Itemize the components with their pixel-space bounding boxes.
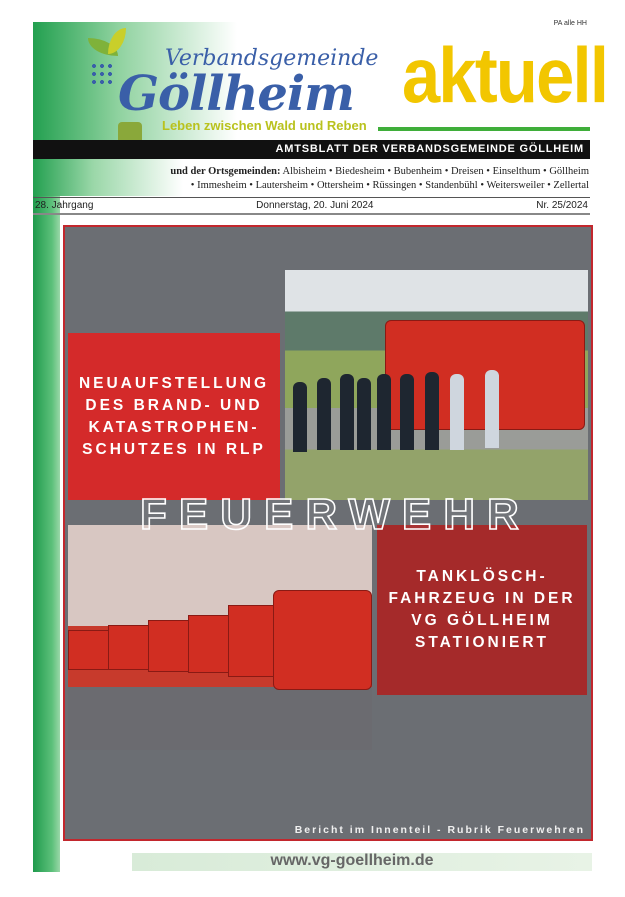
issue-date: Donnerstag, 20. Juni 2024	[256, 200, 374, 211]
towns-list	[170, 165, 589, 192]
issue-row	[35, 200, 588, 211]
towns-label: und der Ortsgemeinden:	[170, 166, 281, 177]
photo-truck-row	[68, 525, 372, 750]
divider	[378, 127, 590, 131]
volume: 28. Jahrgang	[35, 200, 94, 211]
footer-url[interactable]: www.vg-goellheim.de	[270, 852, 434, 869]
headline-box-2: TANKLÖSCH-FAHRZEUG IN DER VG GÖLLHEIM STATIONIERT	[377, 525, 587, 695]
masthead-title: aktuell	[402, 31, 608, 119]
logo-line2: Göllheim	[118, 66, 354, 122]
divider	[33, 213, 590, 215]
photo-firefighters-with-truck	[285, 270, 588, 500]
header-gradient	[33, 158, 183, 196]
logo-line1: Verbandsgemeinde	[165, 46, 379, 71]
towns-line: • Immesheim • Lautersheim • Ottersheim • Rüssingen • Standenbühl • Weitersweiler • Zellertal	[190, 179, 589, 191]
issue-number: Nr. 25/2024	[536, 200, 588, 211]
logo-slogan: Leben zwischen Wald und Reben	[162, 118, 367, 133]
grapes-icon	[90, 62, 114, 86]
cover-note: Bericht im Innenteil - Rubrik Feuerwehren	[294, 824, 585, 836]
cover-title: FEUERWEHR	[140, 490, 531, 539]
distribution-note: PA alle HH	[553, 20, 587, 27]
subtitle-bar: AMTSBLATT DER VERBANDSGEMEINDE GÖLLHEIM	[33, 140, 590, 159]
divider	[33, 197, 590, 198]
towns-line: Albisheim • Biedesheim • Bubenheim • Dreisen • Einselthum • Göllheim	[280, 166, 589, 177]
headline-box-1: NEUAUFSTELLUNG DES BRAND- UND KATASTROPHEN-SCHUTZES IN RLP	[68, 333, 280, 500]
